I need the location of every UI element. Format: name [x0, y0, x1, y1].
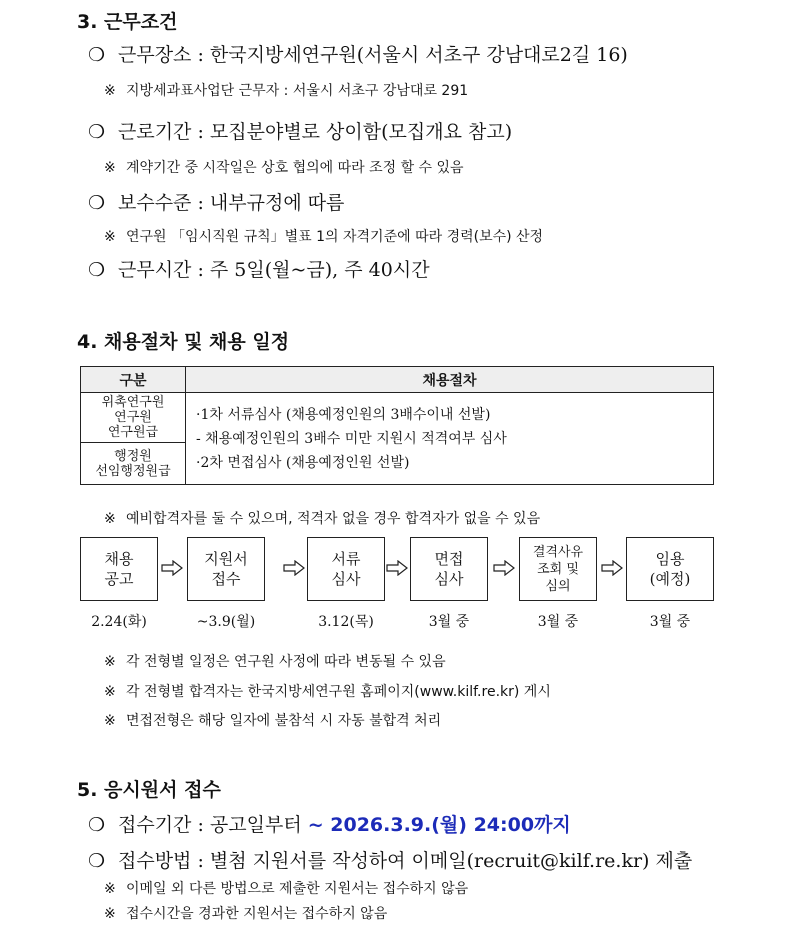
note-mark-icon: ※: [104, 881, 116, 897]
process-steps-cell: [186, 393, 714, 485]
flow-step-appointment: 임용 (예정): [626, 537, 714, 601]
bullet-icon: ❍: [88, 121, 106, 143]
flow-arrow-icon: [601, 560, 623, 576]
note-mark-icon: ※: [104, 229, 116, 245]
step1-sub-text: - 채용예정인원의 3배수 미만 지원시 적격여부 심사: [196, 430, 507, 447]
flow-arrow-icon: [493, 560, 515, 576]
note-mark-icon: ※: [104, 684, 116, 700]
reserve-note: [104, 508, 540, 528]
work-location-note: [104, 80, 468, 100]
flow-date-appointment: 3월 중: [649, 614, 691, 630]
bullet-icon: ❍: [88, 192, 106, 214]
work-location-item: [88, 40, 628, 67]
flow-arrow-icon: [283, 560, 305, 576]
interview-absence-note: [104, 710, 441, 730]
process-table: [80, 366, 714, 485]
note-mark-icon: ※: [104, 713, 116, 729]
bullet-icon: ❍: [88, 259, 106, 281]
salary-note-text: 연구원 「임시직원 규칙」별표 1의 자격기준에 따라 경력(보수) 산정: [126, 229, 544, 245]
application-period-label: 접수기간 : 공고일부터: [118, 814, 308, 836]
work-location-text: 근무장소 : 한국지방세연구원(서울시 서초구 강남대로2길 16): [118, 44, 628, 66]
salary-item: [88, 188, 344, 215]
bullet-icon: ❍: [88, 850, 106, 872]
flow-step-application: 지원서 접수: [187, 537, 265, 601]
table-header-category: 구분: [81, 367, 186, 393]
flow-step-interview: 면접 심사: [410, 537, 488, 601]
work-hours-text: 근무시간 : 주 5일(월~금), 주 40시간: [118, 259, 430, 281]
schedule-note-text: 각 전형별 일정은 연구원 사정에 따라 변동될 수 있음: [126, 654, 446, 670]
announcement-note-text: 각 전형별 합격자는 한국지방세연구원 홈페이지(www.kilf.re.kr) 게시: [126, 684, 551, 700]
note-mark-icon: ※: [104, 83, 116, 99]
application-method-item: [88, 846, 692, 873]
note-mark-icon: ※: [104, 160, 116, 176]
flow-date-background-check: 3월 중: [537, 614, 579, 630]
email-only-note-text: 이메일 외 다른 방법으로 제출한 지원서는 접수하지 않음: [126, 881, 469, 897]
bullet-icon: ❍: [88, 44, 106, 66]
work-hours-item: [88, 255, 430, 282]
flow-arrow-icon: [161, 560, 183, 576]
flow-arrow-icon: [386, 560, 408, 576]
section4-title: 4. 채용절차 및 채용 일정: [77, 331, 290, 353]
salary-note: [104, 226, 543, 246]
flow-date-announcement: 2.24(화): [91, 614, 147, 630]
interview-absence-note-text: 면접전형은 해당 일자에 불참석 시 자동 불합격 처리: [126, 713, 442, 729]
work-period-item: [88, 117, 512, 144]
work-period-note-text: 계약기간 중 시작일은 상호 협의에 따라 조정 할 수 있음: [126, 160, 464, 176]
category-admin: 행정원 선임행정원급: [81, 443, 186, 485]
flow-date-application: ~3.9(월): [196, 614, 256, 630]
bullet-icon: ❍: [88, 814, 106, 836]
section5-title: 5. 응시원서 접수: [77, 779, 221, 801]
email-only-note: [104, 878, 468, 898]
late-submission-note: [104, 903, 387, 923]
table-header-process: 채용절차: [186, 367, 714, 393]
salary-text: 보수수준 : 내부규정에 따름: [118, 192, 345, 214]
announcement-note: [104, 681, 551, 701]
schedule-note: [104, 651, 446, 671]
step2-text: ·2차 면접심사 (채용예정인원 선발): [196, 454, 410, 471]
application-period-item: [88, 810, 571, 837]
reserve-note-text: 예비합격자를 둘 수 있으며, 적격자 없을 경우 합격자가 없을 수 있음: [126, 511, 541, 527]
note-mark-icon: ※: [104, 511, 116, 527]
flow-date-interview: 3월 중: [428, 614, 470, 630]
flow-step-document-review: 서류 심사: [307, 537, 385, 601]
work-period-text: 근로기간 : 모집분야별로 상이함(모집개요 참고): [118, 121, 513, 143]
note-mark-icon: ※: [104, 654, 116, 670]
flow-step-announcement: 채용 공고: [80, 537, 158, 601]
section3-title: 3. 근무조건: [77, 11, 178, 33]
application-method-text: 접수방법 : 별첨 지원서를 작성하여 이메일(recruit@kilf.re.kr) 제출: [118, 850, 693, 872]
category-researcher: 위촉연구원 연구원 연구원급: [81, 393, 186, 443]
late-submission-note-text: 접수시간을 경과한 지원서는 접수하지 않음: [126, 906, 388, 922]
work-location-note-text: 지방세과표사업단 근무자 : 서울시 서초구 강남대로 291: [126, 83, 469, 99]
application-deadline: ~ 2026.3.9.(월) 24:00까지: [307, 814, 571, 836]
flow-step-background-check: 결격사유 조회 및 심의: [519, 537, 597, 601]
note-mark-icon: ※: [104, 906, 116, 922]
flow-date-document-review: 3.12(목): [318, 614, 374, 630]
step1-text: ·1차 서류심사 (채용예정인원의 3배수이내 선발): [196, 406, 491, 423]
work-period-note: [104, 157, 464, 177]
